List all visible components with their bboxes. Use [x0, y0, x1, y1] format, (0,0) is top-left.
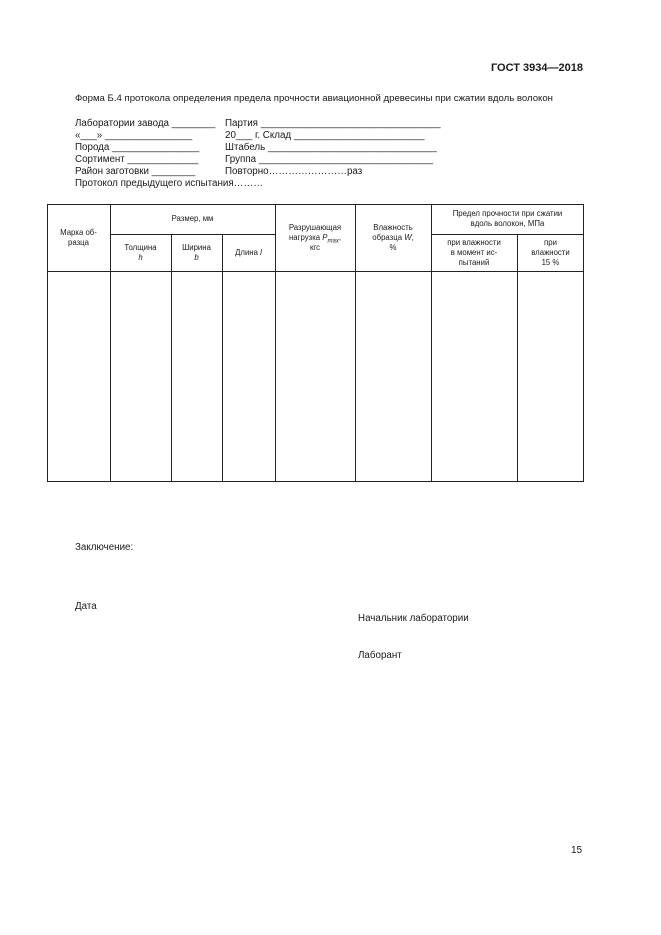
page-number: 15	[571, 845, 583, 856]
header-length: Длина l	[235, 247, 262, 257]
form-field-stack: Штабель _______________________________	[225, 142, 437, 153]
header-strength-group: Предел прочности при сжатии вдоль волокон, МПа	[452, 209, 563, 228]
form-field-warehouse: 20___ г. Склад ________________________	[225, 130, 425, 141]
conclusion-label: Заключение:	[75, 542, 134, 553]
form-field-date: «___» ________________	[75, 130, 193, 141]
form-caption: Форма Б.4 протокола определения предела прочности авиационной древесины при сжатии вдоль волокон	[75, 93, 553, 104]
form-field-assortment: Сортимент _____________	[75, 154, 199, 165]
form-field-group: Группа ________________________________	[225, 154, 434, 165]
form-field-species: Порода ________________	[75, 142, 200, 153]
results-table	[47, 204, 584, 482]
document-code: ГОСТ 3934—2018	[490, 62, 583, 74]
date-label: Дата	[75, 601, 97, 612]
form-field-harvest-region: Район заготовки ________	[75, 166, 196, 177]
header-thickness: Толщина h	[124, 242, 157, 262]
lab-head-label: Начальник лаборатории	[358, 613, 469, 624]
header-width: Ширина b	[182, 242, 211, 262]
header-sample-mark: Марка об- разца	[60, 227, 97, 247]
form-field-previous-protocol: Протокол предыдущего испытания………	[75, 178, 264, 189]
header-strength-at-test-moisture: при влажности в момент ис- пытаний	[447, 237, 501, 267]
header-strength-at-15-percent: при влажности 15 %	[531, 237, 570, 267]
form-field-batch: Партия _________________________________	[225, 118, 441, 129]
form-field-repeat: Повторно……………………раз	[225, 166, 363, 177]
lab-assistant-label: Лаборант	[358, 650, 402, 661]
header-moisture: Влажность образца W, %	[372, 222, 414, 252]
header-breaking-load: Разрушающая нагрузка $P_{max}$, кгс	[288, 222, 342, 252]
header-size-group: Размер, мм	[171, 214, 214, 223]
form-field-factory-lab: Лаборатории завода ________	[75, 118, 216, 129]
